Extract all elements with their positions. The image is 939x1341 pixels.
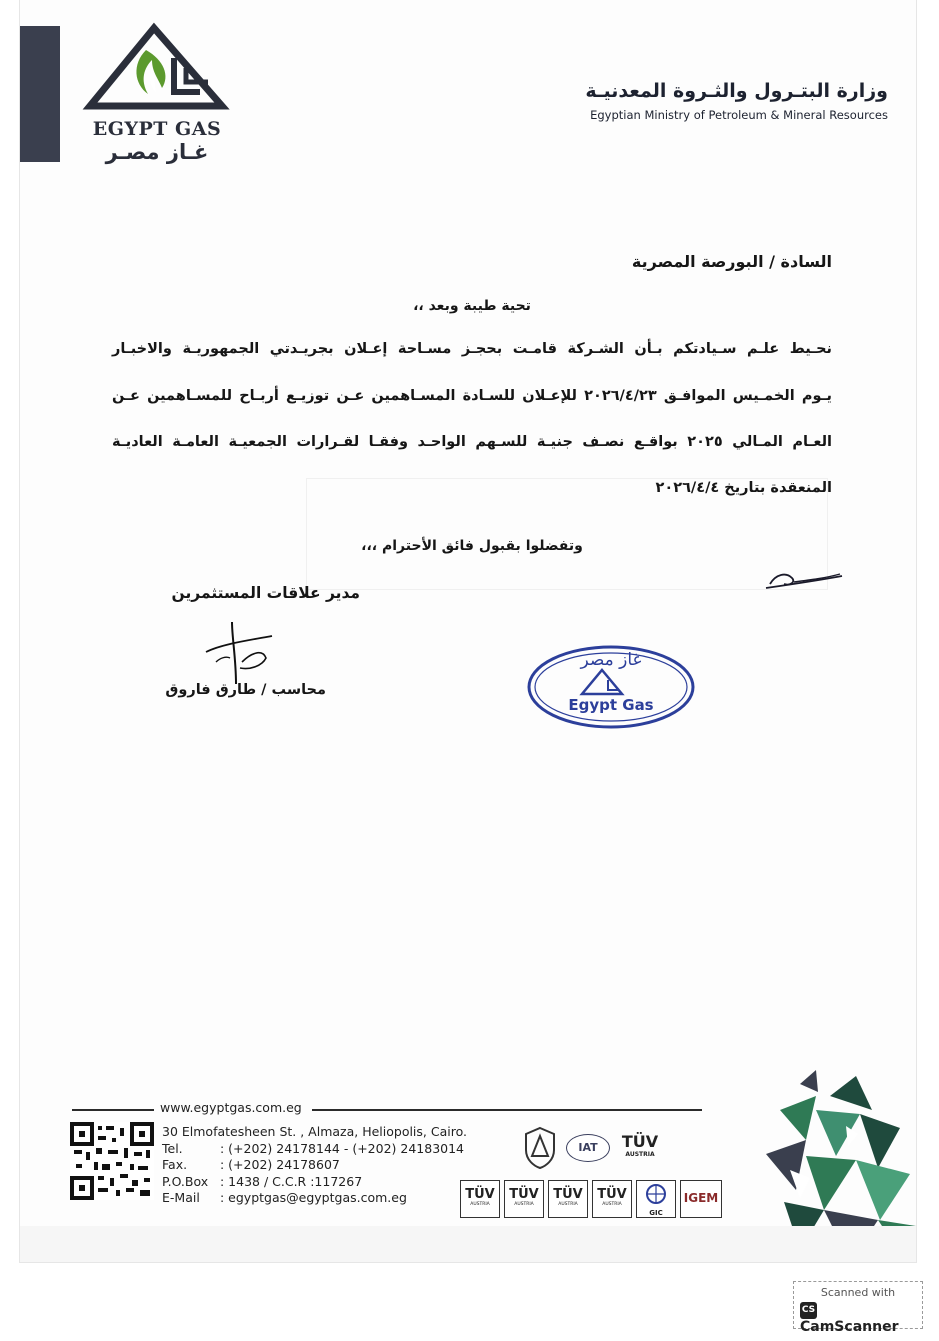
footer-fax-row bbox=[162, 1157, 467, 1174]
letter-page bbox=[20, 0, 916, 1262]
tuv-austria-badge: TÜV AUSTRIA bbox=[621, 1132, 659, 1158]
letter-closing: وتفضلوا بقبول فائق الأحترام ،،، bbox=[361, 538, 583, 554]
ministry-name-en: Egyptian Ministry of Petroleum & Mineral Resources bbox=[590, 108, 888, 122]
tuv-cert-badge: TÜV AUSTRIA bbox=[460, 1180, 500, 1218]
stamp-text-en: Egypt Gas bbox=[568, 696, 654, 714]
globe-icon bbox=[637, 1181, 675, 1205]
crest-badge-icon bbox=[522, 1126, 558, 1170]
footer-divider bbox=[72, 1109, 154, 1111]
qr-code-icon bbox=[70, 1122, 154, 1200]
pobox-value: : 1438 / C.C.R :117267 bbox=[220, 1173, 363, 1189]
tuv-cert-badge: TÜV AUSTRIA bbox=[592, 1180, 632, 1218]
footer-website[interactable]: www.egyptgas.com.eg bbox=[160, 1100, 302, 1115]
tel-label: Tel. bbox=[162, 1140, 183, 1156]
tuv-cert-badge: TÜV AUSTRIA bbox=[504, 1180, 544, 1218]
stamp-text-ar: غاز مصر bbox=[580, 650, 642, 670]
logo-triangle-icon bbox=[82, 22, 232, 122]
camscanner-logo-icon: CS bbox=[800, 1302, 817, 1319]
certification-logos-top bbox=[522, 1126, 662, 1172]
signer-title: مدير علاقات المستثمرين bbox=[171, 584, 360, 602]
camscanner-watermark bbox=[793, 1281, 923, 1335]
ministry-header bbox=[528, 80, 888, 122]
letter-body-line: العـام المـالي ٢٠٢٥ بواقـع نصـف جنيـة للسـهم الواحـد وفقـا لقـرارات الجمعيـة العامـة العاديـة bbox=[112, 434, 833, 450]
logo-text-ar: غـاز مصـر bbox=[105, 140, 209, 164]
fax-value: : (+202) 24178607 bbox=[220, 1157, 340, 1172]
signer-name: محاسب / طارق فاروق bbox=[165, 682, 326, 698]
initials-signature-icon bbox=[764, 566, 844, 592]
company-stamp bbox=[526, 644, 696, 730]
letter-body-line: المنعقدة بتاريخ ٢٠٢٦/٤/٤ bbox=[655, 480, 832, 496]
handwritten-signature-icon bbox=[202, 618, 292, 688]
letter-recipient: السادة / البورصة المصرية bbox=[631, 252, 832, 271]
letter-body-line: نحـيط علـم سـيادتكم بـأن الشـركة قامـت بحجـز مسـاحة إعـلان بجريـدتي الجمهوريـة والاخبـار bbox=[112, 341, 832, 357]
fax-label: Fax. bbox=[162, 1157, 188, 1172]
page-bottom-strip bbox=[20, 1226, 916, 1262]
egypt-gas-logo bbox=[82, 22, 232, 167]
footer-pobox-row bbox=[162, 1174, 467, 1191]
header-side-bar bbox=[20, 26, 60, 162]
footer-contact bbox=[162, 1124, 467, 1207]
camscanner-brand-text: CamScanner bbox=[800, 1319, 899, 1335]
iat-cert-badge: IAT bbox=[566, 1134, 610, 1162]
ministry-name-ar: وزارة البتـرول والثـروة المعدنيـة bbox=[585, 80, 888, 102]
email-value[interactable]: : egyptgas@egyptgas.com.eg bbox=[220, 1190, 407, 1205]
gic-cert-badge: GIC bbox=[636, 1180, 676, 1218]
tel-value[interactable]: : (+202) 24178144 - (+202) 24183014 bbox=[220, 1140, 465, 1156]
footer-tel-row bbox=[162, 1141, 467, 1158]
igem-cert-badge: IGEM bbox=[680, 1180, 722, 1218]
logo-text-en: EGYPT GAS bbox=[92, 118, 222, 140]
footer-address: 30 Elmofatesheen St. , Almaza, Heliopolis, Cairo. bbox=[162, 1124, 467, 1139]
scanned-with-label: Scanned with bbox=[820, 1286, 896, 1299]
tuv-cert-badge: TÜV AUSTRIA bbox=[548, 1180, 588, 1218]
email-label: E-Mail bbox=[162, 1190, 200, 1205]
certification-logos-bottom bbox=[460, 1180, 722, 1220]
camscanner-brand bbox=[800, 1302, 918, 1335]
footer-divider bbox=[312, 1109, 702, 1111]
pobox-label: P.O.Box bbox=[162, 1173, 209, 1189]
letter-body-line: يـوم الخمـيس الموافـق ٢٠٢٦/٤/٢٣ للإعـلان للسـادة المسـاهمين عـن توزيـع أربـاح للمسـاهمين عـن bbox=[112, 388, 832, 404]
footer-email-row bbox=[162, 1190, 467, 1207]
letter-greeting: تحية طيبة وبعد ،، bbox=[413, 298, 531, 314]
